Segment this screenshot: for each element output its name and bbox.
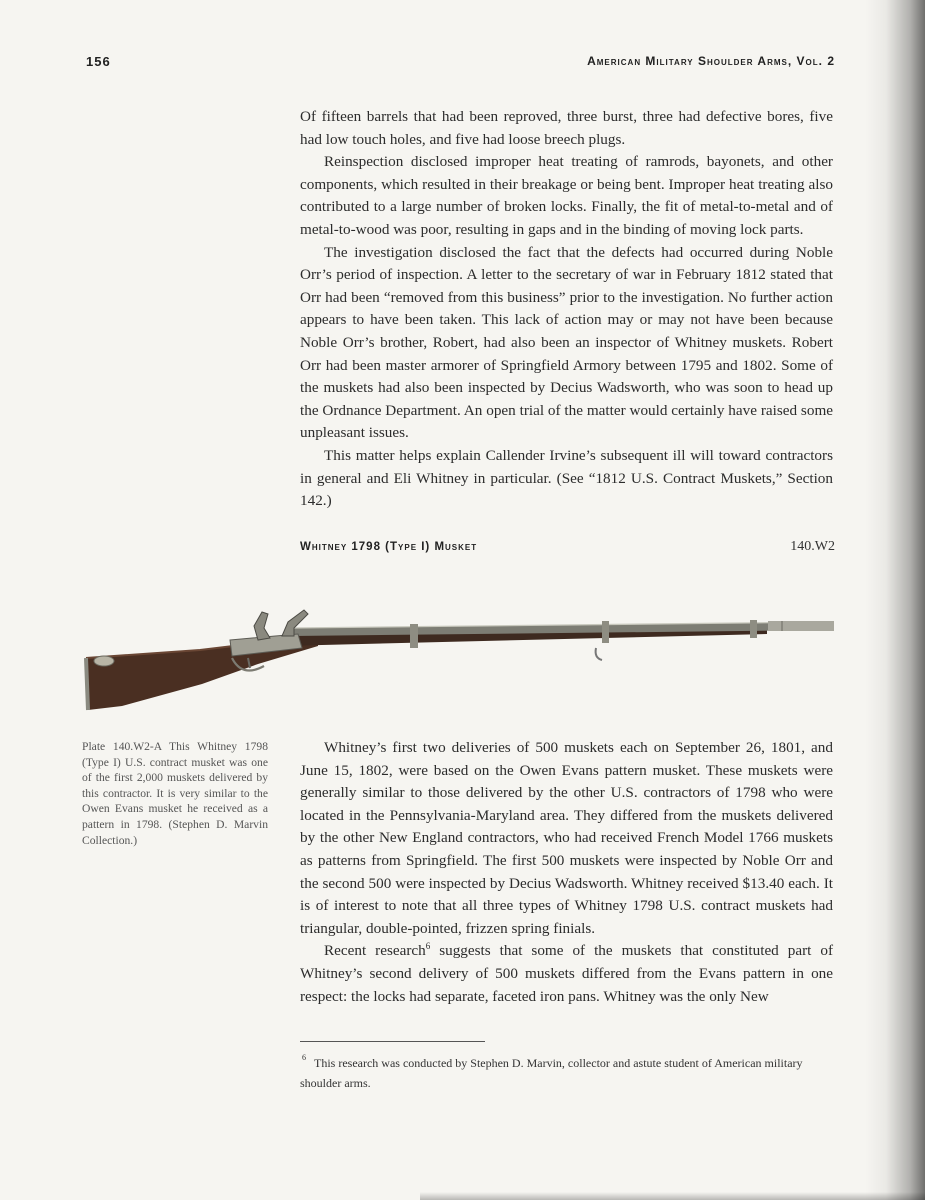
paragraph: The investigation disclosed the fact that the defects had occurred during Noble Orr’s period of inspection. A letter to the secretary of war in February 1812 stated that Orr had been “removed from this business” prior to the investigation. No further action appears to have been taken. This lack of action may or may not have been because Noble Orr’s brother, Robert, had also been an inspector of Whitney muskets. Robert Orr had been master armorer of Springfield Armory between 1795 and 1802. Some of the muskets had also been inspected by Decius Wadsworth, who was soon to head up the Ordnance Department. An open trial of the matter would certainly have raised some unpleasant issues. <box>300 243 833 442</box>
section-title: Whitney 1798 (Type I) Musket <box>300 541 478 553</box>
footnote-text: This research was conducted by Stephen D. Marvin, collector and astute student of American military shoulder arms. <box>300 1056 803 1090</box>
paragraph: Reinspection disclosed improper heat treating of ramrods, bayonets, and other components, which resulted in their breakage or being bent. Improper heat treating also contributed to a large number of broken locks. Finally, the fit of metal-to-metal and of metal-to-wood was poor, resulting in gaps and in the binding of moving lock parts. <box>300 153 833 238</box>
musket-band <box>750 620 757 638</box>
musket-band <box>410 624 418 648</box>
running-title: American Military Shoulder Arms, Vol. 2 <box>587 54 835 68</box>
section-code: 140.W2 <box>790 539 835 554</box>
paragraph: This matter helps explain Callender Irvine’s subsequent ill will toward contractors in general and Eli Whitney in particular. (See “1812 U.S. Contract Muskets,” Section 142.) <box>300 446 833 510</box>
paragraph: Of fifteen barrels that had been reproved, three burst, three had defective bores, five had low touch holes, and five had loose breech plugs. <box>300 108 833 148</box>
body-text-bottom <box>300 737 833 1008</box>
scan-edge-shadow <box>420 1192 925 1200</box>
paragraph: Whitney’s first two deliveries of 500 muskets each on September 26, 1801, and June 15, 1802, were based on the Owen Evans pattern musket. These muskets were generally similar to those delivered by the other U.S. contractors of 1798 who were located in the Pennsylvania-Maryland area. They differed from the muskets delivered by the other New England contractors, who had received French Model 1766 muskets as patterns from Springfield. The first 500 muskets were inspected by Noble Orr and the second 500 were inspected by Decius Wadsworth. Whitney received $13.40 each. It is of interest to note that all three types of Whitney 1798 U.S. contract muskets had triangular, double-pointed, frizzen spring finials. <box>300 739 833 937</box>
musket-sling-swivel <box>596 648 602 660</box>
body-text-top <box>300 106 833 513</box>
musket-butt-plate <box>86 658 88 710</box>
paragraph-text: Recent research <box>324 942 426 960</box>
paragraph <box>300 940 833 1008</box>
footnote <box>300 1048 833 1093</box>
musket-muzzle <box>768 621 834 631</box>
footnote-ref: 6 <box>425 941 431 952</box>
musket-hammer <box>254 612 270 640</box>
page-number: 156 <box>86 54 111 69</box>
paragraph-text: suggests that some of the muskets that constituted part of Whitney’s second delivery of 500 muskets differed from the Evans pattern in one respect: the locks had separate, faceted iron pans. Whitney was the only New <box>300 942 833 1005</box>
footnote-mark: 6 <box>302 1053 306 1062</box>
plate-caption: Plate 140.W2-A This Whitney 1798 (Type I) U.S. contract musket was one of the first 2,000 muskets delivered by this contractor. It is very similar to the Owen Evans musket he received as a pattern in 1798. (Stephen D. Marvin Collection.) <box>82 740 268 847</box>
book-spine-shadow <box>865 0 925 1200</box>
musket-band <box>602 621 609 643</box>
footnote-rule <box>300 1041 485 1042</box>
musket-patch <box>94 656 114 666</box>
musket-illustration <box>82 606 842 716</box>
